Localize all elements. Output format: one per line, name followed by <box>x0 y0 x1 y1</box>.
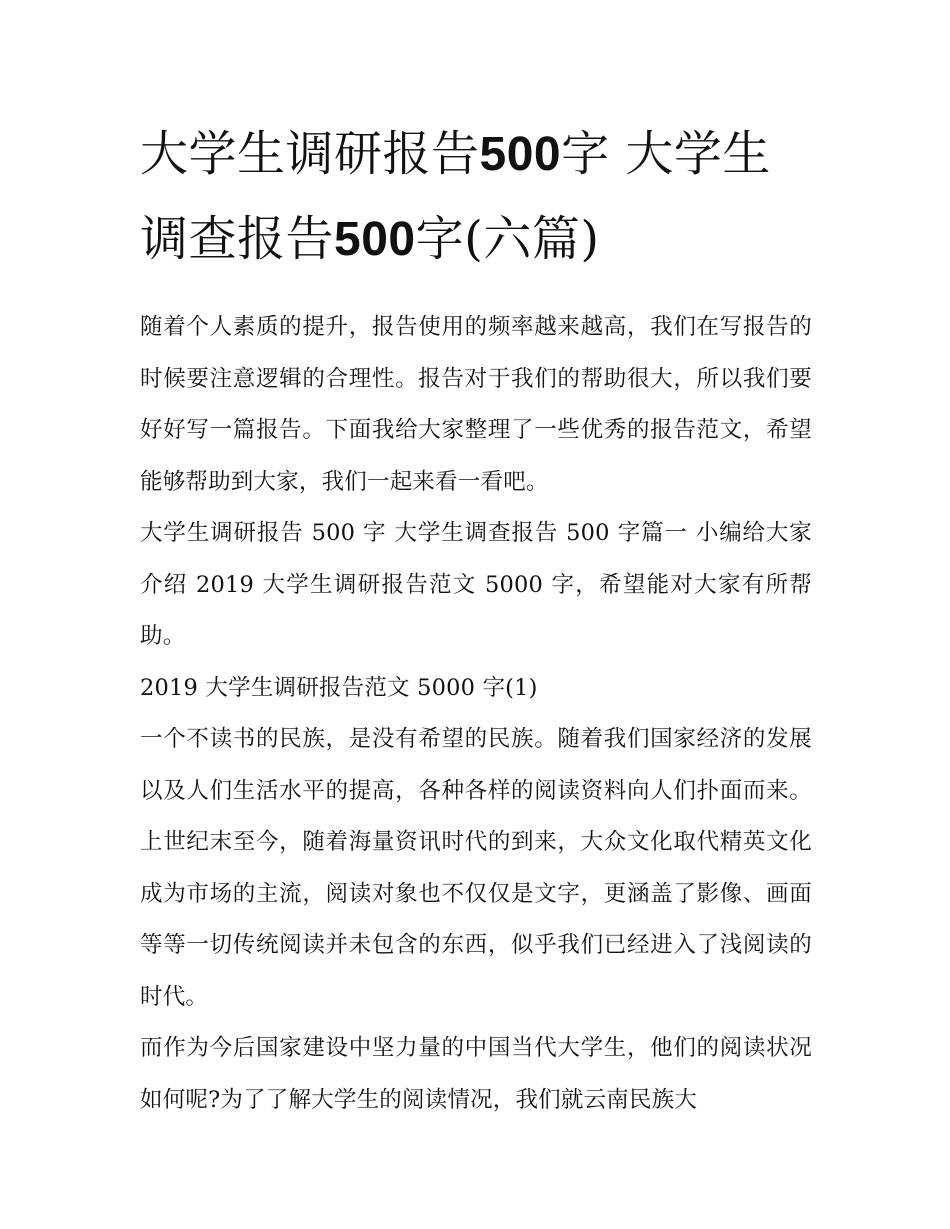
section-one-intro: 大学生调研报告 500 字 大学生调查报告 500 字篇一 小编给大家介绍 2019 大学生调研报告范文 5000 字，希望能对大家有所帮助。 <box>140 520 812 649</box>
document-title <box>140 112 812 282</box>
body-paragraph-1: 一个不读书的民族，是没有希望的民族。随着我们国家经济的发展以及人们生活水平的提高，各种各样的阅读资料向人们扑面而来。上世纪末至今，随着海量资讯时代的到来，大众文化取代精英文化成为市场的主流，阅读对象也不仅仅是文字，更涵盖了影像、画面等等一切传统阅读并未包含的东西，似乎我们已经进入了浅阅读的时代。 <box>140 726 812 1010</box>
title-number-1: 500 <box>479 128 562 181</box>
document-page <box>140 112 812 1126</box>
body-paragraph-2: 而作为今后国家建设中坚力量的中国当代大学生，他们的阅读状况如何呢?为了了解大学生的阅读情况，我们就云南民族大 <box>140 1035 812 1113</box>
report-subheading: 2019 大学生调研报告范文 5000 字(1) <box>140 674 538 701</box>
intro-paragraph: 随着个人素质的提升，报告使用的频率越来越高，我们在写报告的时候要注意逻辑的合理性。报告对于我们的帮助很大，所以我们要好好写一篇报告。下面我给大家整理了一些优秀的报告范文，希望能够帮助到大家，我们一起来看一看吧。 <box>140 314 812 495</box>
title-text-3: 字(六篇) <box>415 211 600 267</box>
title-text-1: 大学生调研报告 <box>140 126 480 182</box>
title-text-2: 字 大学生调查报告 <box>140 126 771 267</box>
title-number-2: 500 <box>334 213 416 266</box>
